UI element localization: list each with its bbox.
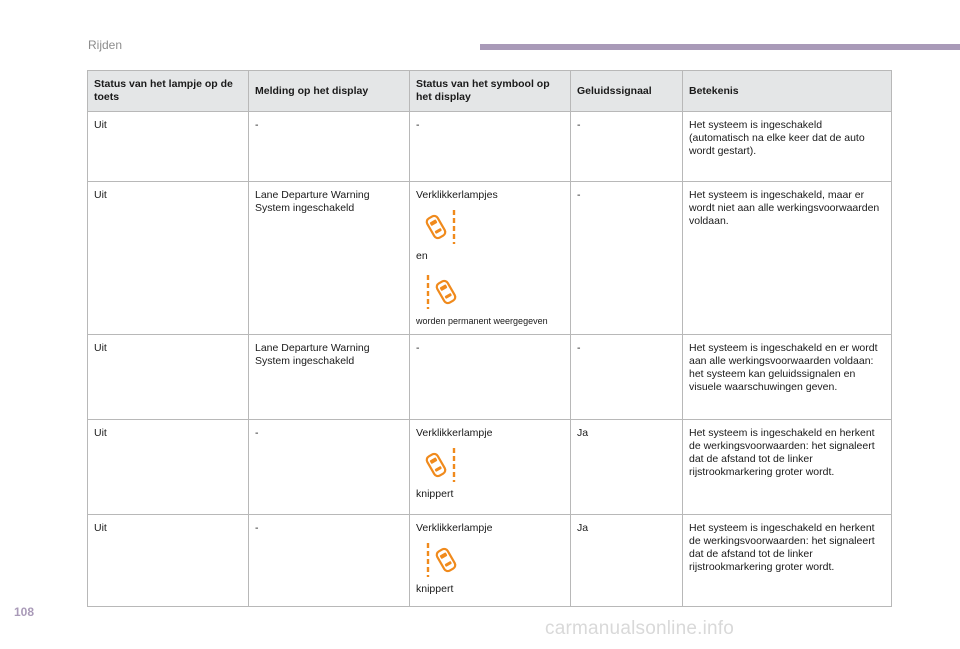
cell-meaning: Het systeem is ingeschakeld en er wordt aan alle werkingsvoorwaarden voldaan: het systeem kan geluidssignalen en visuele waarschuwingen geven. — [683, 335, 892, 420]
symbol-label: Verklikkerlampje — [416, 522, 493, 534]
symbol-note: knippert — [416, 488, 454, 500]
lane-warning-right-icon — [424, 208, 458, 246]
cell-sound: - — [571, 182, 683, 335]
cell-status: Uit — [88, 420, 249, 515]
status-table — [87, 70, 892, 607]
cell-sound: - — [571, 335, 683, 420]
table-row — [88, 515, 892, 607]
cell-sound: Ja — [571, 420, 683, 515]
column-header-symbol: Status van het symbool op het display — [410, 71, 571, 112]
table-row — [88, 335, 892, 420]
watermark: carmanualsonline.info — [545, 618, 735, 639]
cell-symbol — [410, 515, 571, 607]
cell-meaning: Het systeem is ingeschakeld, maar er wordt niet aan alle werkingsvoorwaarden voldaan. — [683, 182, 892, 335]
column-header-sound: Geluidssignaal — [571, 71, 683, 112]
column-header-message: Melding op het display — [249, 71, 410, 112]
cell-sound: Ja — [571, 515, 683, 607]
cell-message: - — [249, 515, 410, 607]
section-title: Rijden — [88, 38, 123, 52]
cell-symbol — [410, 420, 571, 515]
cell-symbol — [410, 182, 571, 335]
table-row — [88, 420, 892, 515]
cell-message: Lane Departure Warning System ingeschakeld — [249, 335, 410, 420]
cell-sound: - — [571, 112, 683, 182]
cell-message: Lane Departure Warning System ingeschakeld — [249, 182, 410, 335]
cell-status: Uit — [88, 182, 249, 335]
cell-symbol: - — [410, 335, 571, 420]
column-header-status: Status van het lampje op de toets — [88, 71, 249, 112]
header-accent-bar — [480, 44, 960, 50]
lane-warning-right-icon — [424, 446, 458, 484]
cell-meaning: Het systeem is ingeschakeld en herkent de werkingsvoorwaarden: het signaleert dat de afstand tot de linker rijstrookmarkering groter wordt. — [683, 515, 892, 607]
page-number: 108 — [14, 605, 35, 619]
symbol-label: Verklikkerlampjes — [416, 189, 498, 201]
table-row — [88, 112, 892, 182]
cell-meaning: Het systeem is ingeschakeld en herkent de werkingsvoorwaarden: het signaleert dat de afstand tot de linker rijstrookmarkering groter wordt. — [683, 420, 892, 515]
column-header-meaning: Betekenis — [683, 71, 892, 112]
lane-warning-left-icon — [424, 273, 458, 311]
symbol-join: en — [416, 250, 428, 262]
cell-symbol: - — [410, 112, 571, 182]
symbol-note: knippert — [416, 583, 454, 595]
lane-warning-left-icon — [424, 541, 458, 579]
cell-meaning: Het systeem is ingeschakeld (automatisch na elke keer dat de auto wordt gestart). — [683, 112, 892, 182]
cell-status: Uit — [88, 335, 249, 420]
table-row — [88, 182, 892, 335]
cell-message: - — [249, 112, 410, 182]
symbol-note: worden permanent weergegeven — [416, 316, 548, 326]
cell-status: Uit — [88, 515, 249, 607]
symbol-label: Verklikkerlampje — [416, 427, 493, 439]
table-header-row — [88, 71, 892, 112]
cell-status: Uit — [88, 112, 249, 182]
cell-message: - — [249, 420, 410, 515]
